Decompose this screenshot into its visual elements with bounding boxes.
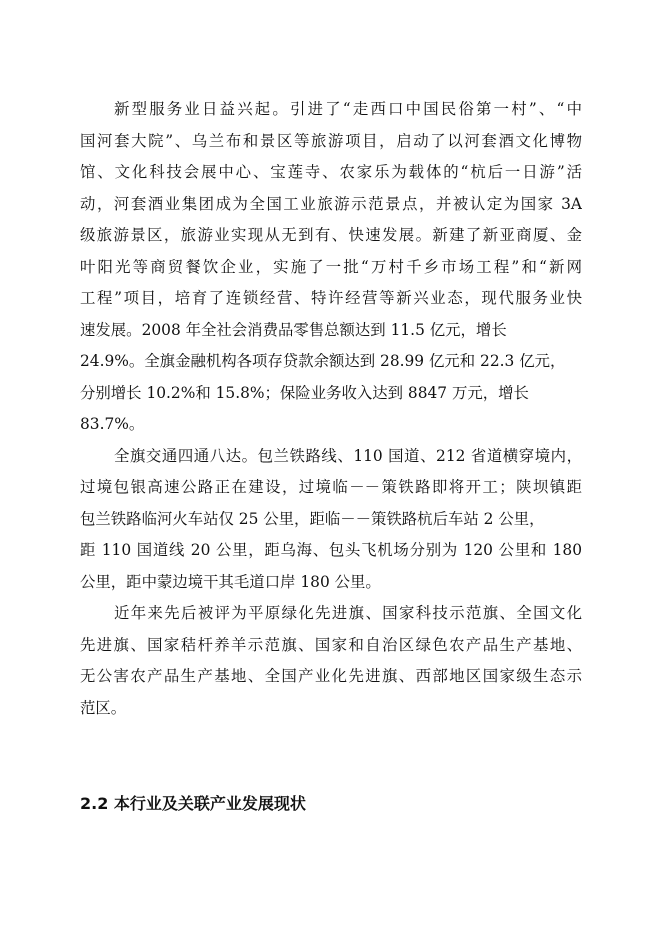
section-heading: 2.2 本行业及关联产业发展现状	[80, 794, 306, 813]
text-line: 近年来先后被评为平原绿化先进旗、国家科技示范旗、全国文化	[114, 604, 582, 622]
text-line: 新型服务业日益兴起。引进了“走西口中国民俗第一村”、“中	[114, 100, 582, 118]
text-line: 距 110 国道线 20 公里，距乌海、包头飞机场分别为 120 公里和 180	[80, 541, 582, 559]
text-line: 24.9%。全旗金融机构各项存贷款余额达到 28.99 亿元和 22.3 亿元，	[80, 352, 566, 370]
document-body	[80, 94, 582, 724]
text-line: 馆、文化科技会展中心、宝莲寺、农家乐为载体的“杭后一日游”活	[80, 163, 582, 181]
text-line: 国河套大院”、乌兰布和景区等旅游项目，启动了以河套酒文化博物	[80, 131, 582, 150]
text-line: 速发展。2008 年全社会消费品零售总额达到 11.5 亿元，增长	[80, 320, 507, 339]
text-line: 83.7%。	[80, 415, 145, 433]
text-line: 范区。	[80, 698, 127, 717]
paragraph-transport	[80, 441, 582, 599]
text-line: 公里，距中蒙边境干其毛道口岸 180 公里。	[80, 572, 381, 591]
text-line: 过境包银高速公路正在建设，过境临－－策铁路即将开工；陕坝镇距	[80, 478, 582, 496]
text-line: 工程”项目，培育了连锁经营、特许经营等新兴业态，现代服务业快	[80, 289, 582, 307]
text-line: 先进旗、国家秸杆养羊示范旗、国家和自治区绿色农产品生产基地、	[80, 635, 582, 654]
paragraph-honors	[80, 598, 582, 724]
paragraph-services	[80, 94, 582, 441]
text-line: 全旗交通四通八达。包兰铁路线、110 国道、212 省道横穿境内，	[114, 446, 582, 465]
text-line: 分别增长 10.2%和 15.8%；保险业务收入达到 8847 万元，增长	[80, 383, 529, 402]
text-line: 无公害农产品生产基地、全国产业化先进旗、西部地区国家级生态示	[80, 667, 582, 685]
text-line: 叶阳光等商贸餐饮企业，实施了一批“万村千乡市场工程”和“新网	[80, 257, 582, 276]
text-line: 动，河套酒业集团成为全国工业旅游示范景点，并被认定为国家 3A	[80, 194, 582, 213]
text-line: 级旅游景区，旅游业实现从无到有、快速发展。新建了新亚商厦、金	[80, 226, 582, 244]
text-line: 包兰铁路临河火车站仅 25 公里，距临－－策铁路杭后车站 2 公里，	[80, 509, 545, 528]
